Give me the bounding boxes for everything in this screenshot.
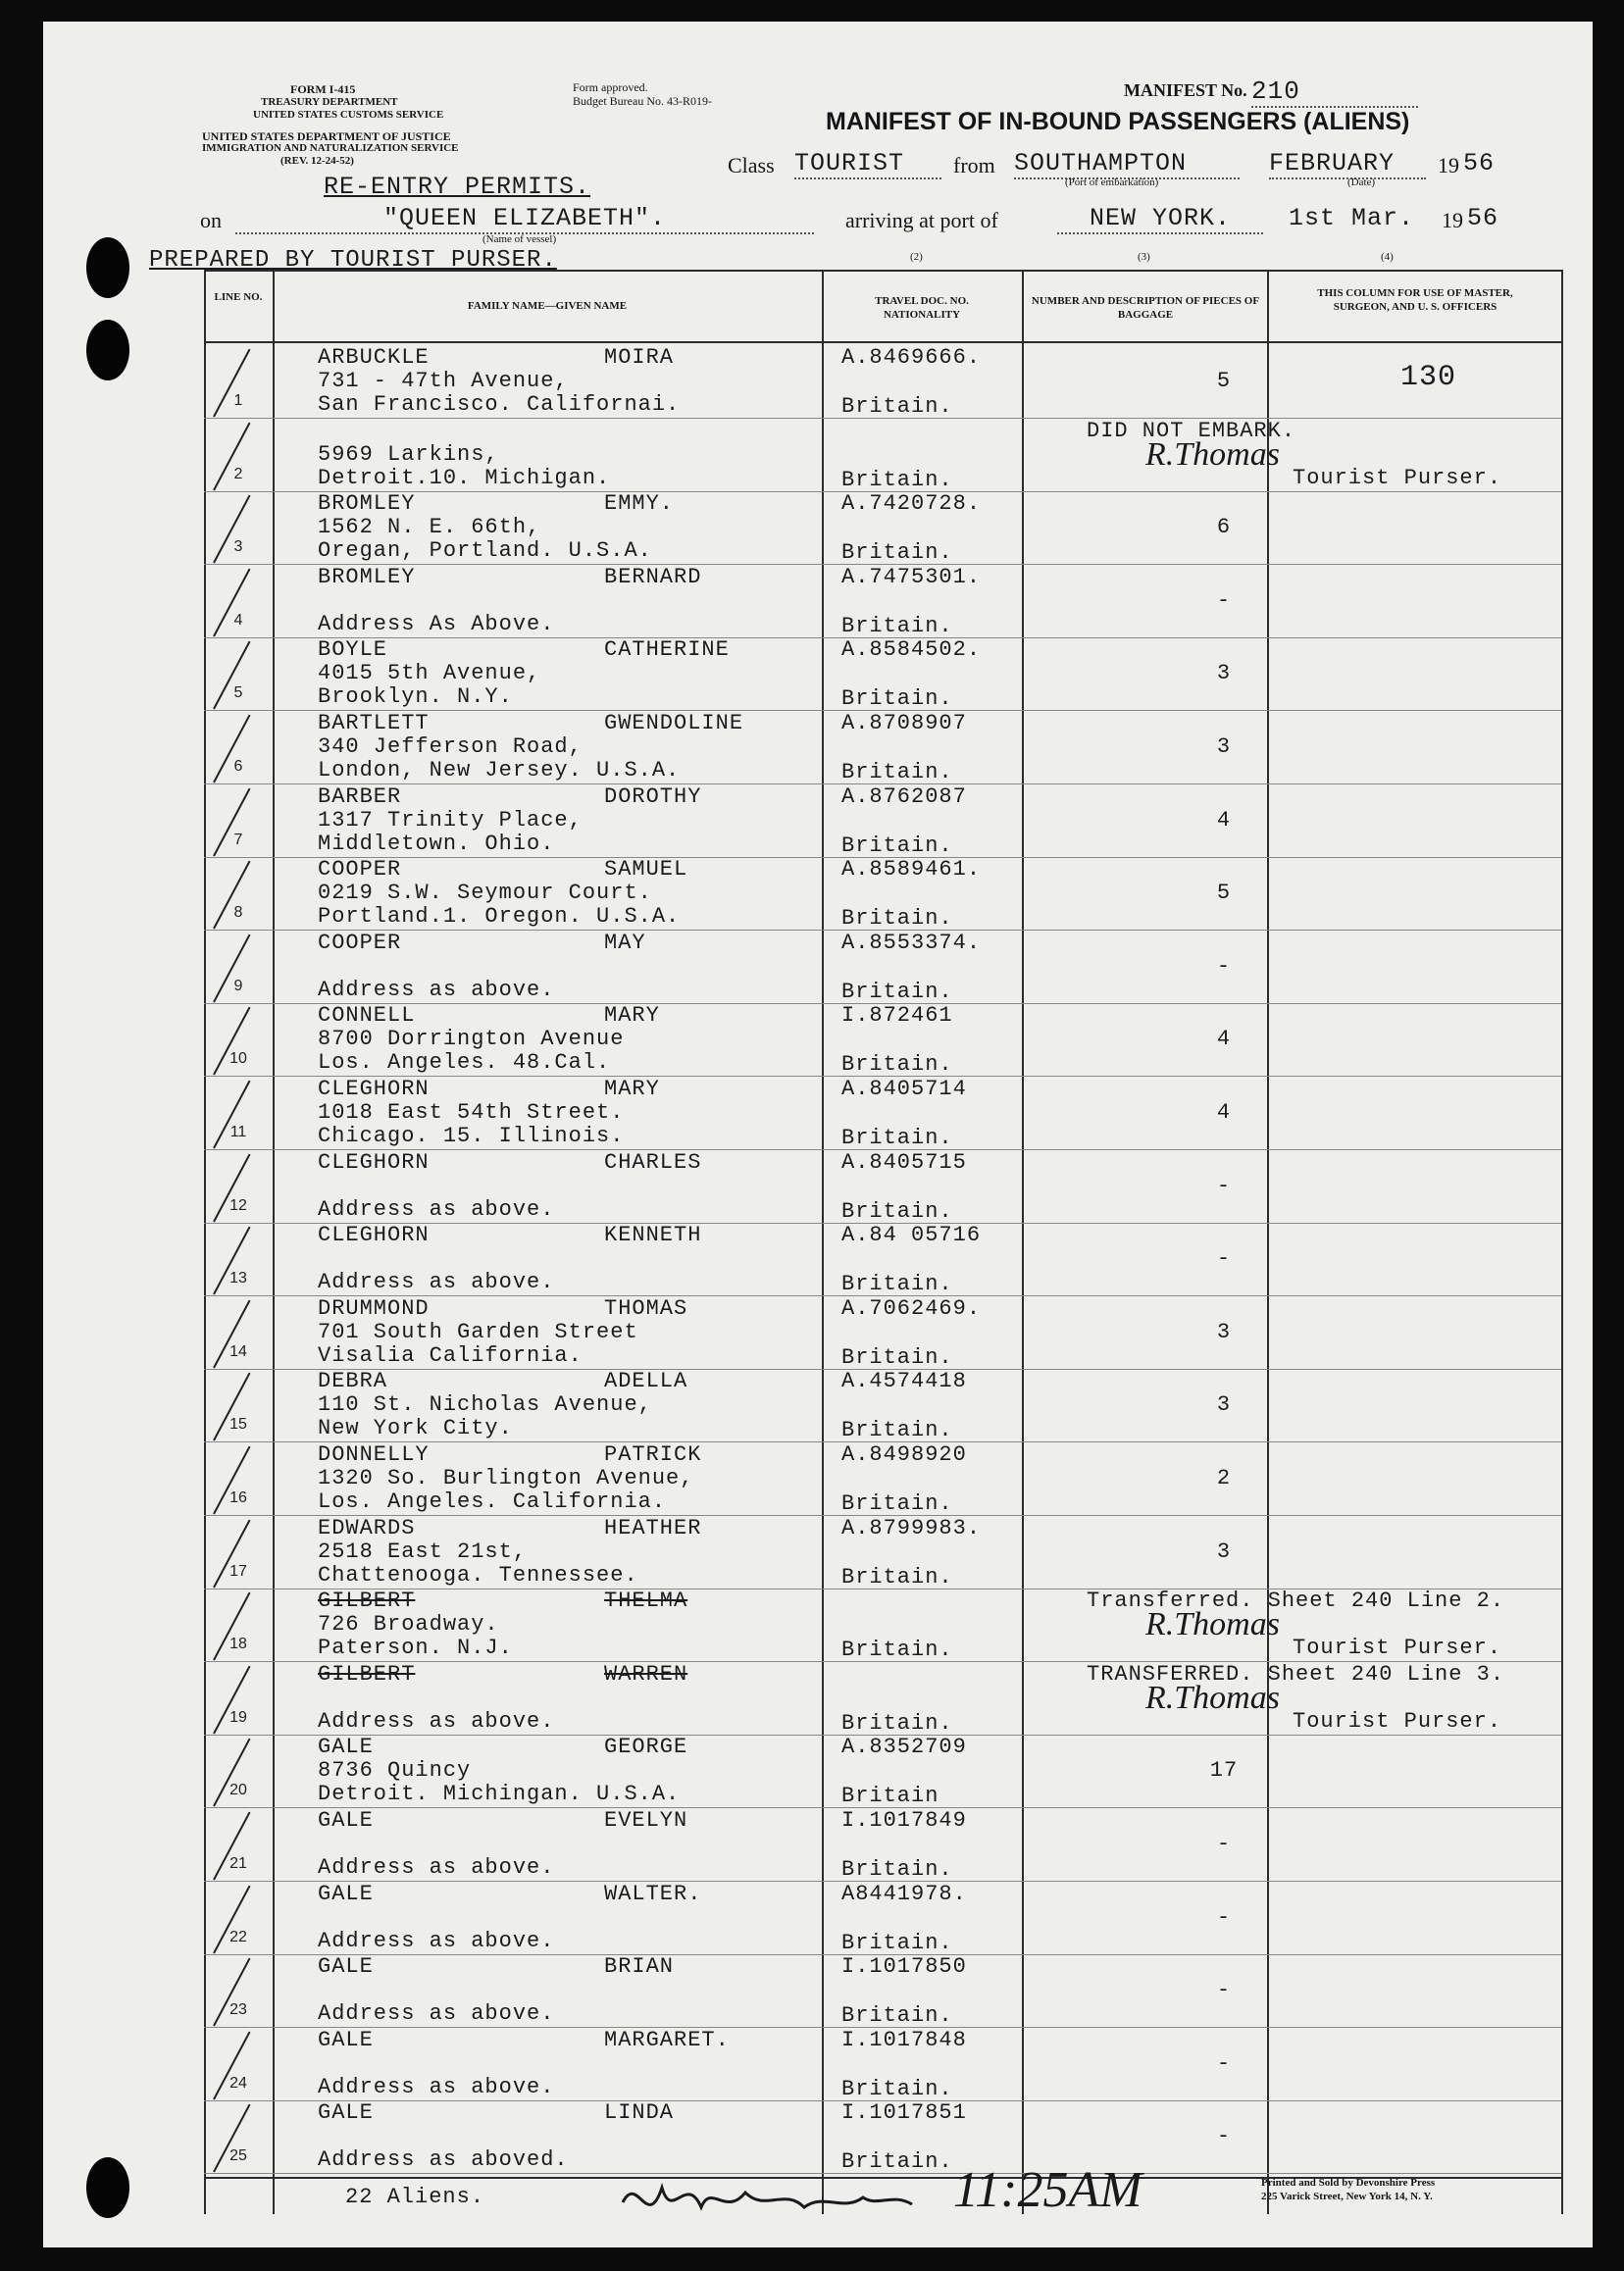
given-name: THELMA (604, 1589, 688, 1614)
baggage-count: - (1216, 1904, 1232, 1930)
date-caption: (Date) (1347, 177, 1376, 188)
given-name: WALTER. (604, 1881, 702, 1906)
address-line-1: 8736 Quincy (318, 1758, 472, 1784)
table-row (204, 565, 1561, 638)
family-name: CLEGHORN (318, 1149, 430, 1175)
dept-ins: IMMIGRATION AND NATURALIZATION SERVICE (202, 142, 459, 154)
travel-doc-number: A.7062469. (841, 1295, 982, 1321)
dept-customs: UNITED STATES CUSTOMS SERVICE (253, 109, 444, 121)
time-stamp: 11:25AM (953, 2162, 1142, 2218)
line-number: 9 (233, 977, 243, 994)
nationality: Britain. (841, 1126, 953, 1150)
address-line-1: 731 - 47th Avenue, (318, 369, 569, 393)
dept-treasury: TREASURY DEPARTMENT (261, 96, 398, 108)
manifest-number: 210 (1251, 76, 1418, 108)
line-number: 18 (229, 1636, 247, 1653)
nationality: Britain. (841, 1418, 953, 1443)
col-2-number: (2) (910, 251, 923, 263)
nationality: Britain. (841, 1710, 953, 1736)
given-name: MARY (604, 1077, 660, 1101)
class-value: TOURIST (794, 149, 941, 179)
address-line-2: New York City. (318, 1416, 513, 1441)
purser-note: Tourist Purser. (1293, 1708, 1502, 1734)
baggage-count: - (1216, 1173, 1232, 1198)
table-row (204, 1150, 1561, 1224)
purser-signature: R.Thomas (1145, 1679, 1280, 1716)
family-name: GALE (318, 2100, 374, 2126)
family-name: BROMLEY (318, 564, 416, 589)
disposition-note: TRANSFERRED. Sheet 240 Line 3. (1087, 1661, 1505, 1687)
given-name: CHARLES (604, 1149, 702, 1175)
manifest-title: MANIFEST OF IN-BOUND PASSENGERS (ALIENS) (826, 108, 1410, 135)
family-name: EDWARDS (318, 1515, 416, 1540)
table-row (204, 1223, 1561, 1296)
line-number: 7 (233, 831, 243, 848)
arrival-port: NEW YORK. (1057, 204, 1263, 234)
year-prefix-2: 19 (1442, 208, 1463, 232)
travel-doc-number: A.8799983. (841, 1515, 982, 1540)
baggage-count: - (1216, 2124, 1232, 2149)
family-name: CONNELL (318, 1003, 416, 1029)
travel-doc-number: I.1017849 (841, 1808, 967, 1833)
given-name: ADELLA (604, 1369, 688, 1394)
baggage-count: 5 (1216, 369, 1232, 393)
table-row (204, 1735, 1561, 1808)
purser-signature: R.Thomas (1145, 1606, 1280, 1643)
given-name: PATRICK (604, 1442, 702, 1467)
family-name: BARBER (318, 783, 402, 809)
line-number: 23 (229, 2001, 247, 2019)
line-number: 2 (233, 465, 243, 482)
col-4-number: (4) (1381, 251, 1394, 263)
address-line-1: 726 Broadway. (318, 1612, 499, 1638)
travel-doc-number: A.84 05716 (841, 1223, 982, 1248)
travel-doc-number: A.8584502. (841, 637, 982, 663)
family-name: GALE (318, 2027, 374, 2052)
family-name: BOYLE (318, 637, 388, 663)
address-line-2: Portland.1. Oregon. U.S.A. (318, 904, 681, 930)
address-line-2: Middletown. Ohio. (318, 831, 555, 856)
family-name: GALE (318, 1808, 374, 1833)
family-name: GALE (318, 1954, 374, 1980)
officer-note-130: 130 (1400, 361, 1457, 394)
nationality: Britain. (841, 833, 953, 858)
table-row (204, 857, 1561, 931)
travel-doc-number: A.8498920 (841, 1442, 967, 1467)
address-line-2: Address as above. (318, 1928, 555, 1953)
line-number: 22 (229, 1928, 247, 1945)
line-number: 24 (229, 2074, 247, 2092)
baggage-count: 6 (1216, 515, 1232, 540)
given-name: GEORGE (604, 1735, 688, 1760)
given-name: MAY (604, 930, 646, 955)
address-line-2: Address as aboved. (318, 2147, 569, 2173)
nationality: Britain. (841, 906, 953, 932)
family-name: COOPER (318, 857, 402, 883)
address-line-1: 4015 5th Avenue, (318, 661, 541, 686)
address-line-2: Chicago. 15. Illinois. (318, 1124, 625, 1148)
table-row (204, 1369, 1561, 1442)
given-name: SAMUEL (604, 857, 688, 883)
baggage-count: - (1216, 2050, 1232, 2076)
year-2: 56 (1467, 204, 1499, 232)
vessel-caption: (Name of vessel) (482, 233, 557, 245)
nationality: Britain. (841, 2149, 953, 2175)
line-number: 12 (229, 1196, 247, 1214)
travel-doc-number: I.1017850 (841, 1954, 967, 1980)
disposition-note: DID NOT EMBARK. (1087, 418, 1296, 443)
family-name: GALE (318, 1735, 374, 1760)
address-line-1: 2518 East 21st, (318, 1539, 528, 1564)
table-row (204, 2028, 1561, 2101)
baggage-count: 3 (1216, 734, 1232, 759)
address-line-2: Los. Angeles. 48.Cal. (318, 1050, 611, 1076)
arrival-date: 1st Mar. (1289, 204, 1415, 232)
travel-doc-number: A.8405715 (841, 1149, 967, 1175)
from-label: from (953, 153, 995, 177)
nationality: Britain. (841, 1052, 953, 1078)
baggage-count: - (1216, 1832, 1232, 1856)
nationality: Britain. (841, 979, 953, 1004)
baggage-count: 4 (1216, 807, 1232, 833)
travel-doc-number: A.4574418 (841, 1369, 967, 1394)
baggage-count: 3 (1216, 1319, 1232, 1344)
line-number: 13 (229, 1270, 247, 1287)
given-name: DOROTHY (604, 783, 702, 809)
given-name: LINDA (604, 2100, 675, 2126)
address-line-1: 0219 S.W. Seymour Court. (318, 881, 652, 906)
nationality: Britain. (841, 760, 953, 784)
disposition-note: Transferred. Sheet 240 Line 2. (1087, 1589, 1505, 1614)
line-number: 11 (229, 1124, 247, 1140)
table-row (204, 1296, 1561, 1370)
table-row (204, 1077, 1561, 1150)
baggage-count: - (1216, 1246, 1232, 1272)
travel-doc-number: A8441978. (841, 1881, 967, 1906)
manifest-label: MANIFEST No. (1124, 80, 1247, 100)
form-revision: (REV. 12-24-52) (280, 155, 354, 167)
baggage-count: 4 (1216, 1027, 1232, 1052)
family-name: COOPER (318, 930, 402, 955)
line-number: 15 (229, 1416, 247, 1434)
travel-doc-number: I.1017851 (841, 2100, 967, 2126)
line-number: 19 (229, 1708, 247, 1726)
class-label: Class (728, 153, 775, 177)
header-baggage: NUMBER AND DESCRIPTION OF PIECES OF BAGGAGE (1031, 295, 1260, 321)
travel-doc-number: I.1017848 (841, 2027, 967, 2052)
travel-doc-number: A.8352709 (841, 1735, 967, 1760)
address-line-1: 8700 Dorrington Avenue (318, 1027, 625, 1052)
family-name: BARTLETT (318, 711, 430, 735)
purser-signature: R.Thomas (1145, 435, 1280, 473)
line-number: 3 (233, 538, 243, 556)
address-line-2: Address as above. (318, 1270, 555, 1295)
given-name: HEATHER (604, 1515, 702, 1540)
line-number: 6 (233, 758, 243, 775)
nationality: Britain. (841, 1930, 953, 1955)
baggage-count: 4 (1216, 1100, 1232, 1125)
year-1: 56 (1463, 149, 1496, 177)
baggage-count: 3 (1216, 1392, 1232, 1418)
nationality: Britain. (841, 394, 953, 419)
nationality: Britain. (841, 686, 953, 712)
given-name: EVELYN (604, 1808, 688, 1833)
header-name: FAMILY NAME—GIVEN NAME (467, 300, 628, 312)
table-row (204, 345, 1561, 419)
form-approved: Form approved. (573, 80, 648, 94)
table-row (204, 1589, 1561, 1662)
given-name: BRIAN (604, 1954, 675, 1980)
address-line-2: Detroit.10. Michigan. (318, 465, 611, 490)
given-name: GWENDOLINE (604, 711, 744, 735)
form-number: FORM I-415 (290, 82, 356, 96)
nationality: Britain. (841, 1638, 953, 1663)
address-line-2: San Francisco. Californai. (318, 392, 681, 417)
line-number: 14 (229, 1342, 247, 1360)
table-row (204, 1003, 1561, 1077)
table-row (204, 1516, 1561, 1590)
table-row (204, 1442, 1561, 1516)
given-name: THOMAS (604, 1295, 688, 1321)
nationality: Britain. (841, 613, 953, 638)
line-number: 5 (233, 684, 243, 702)
travel-doc-number: A.8469666. (841, 345, 982, 370)
purser-note: Tourist Purser. (1293, 1636, 1502, 1661)
nationality: Britain. (841, 1564, 953, 1590)
address-line-1: 1562 N. E. 66th, (318, 515, 541, 540)
table-row (204, 784, 1561, 858)
travel-doc-number: A.8553374. (841, 930, 982, 955)
family-name: DRUMMOND (318, 1295, 430, 1321)
address-line-1: 5969 Larkins, (318, 441, 499, 467)
embark-date: FEBRUARY (1269, 149, 1426, 179)
address-line-2: Chattenooga. Tennessee. (318, 1562, 638, 1588)
nationality: Britain. (841, 1198, 953, 1224)
line-number: 8 (233, 904, 243, 922)
baggage-count: - (1216, 953, 1232, 979)
table-row (204, 1882, 1561, 1955)
nationality: Britain. (841, 540, 953, 566)
family-name: DONNELLY (318, 1442, 430, 1467)
baggage-count: 3 (1216, 661, 1232, 686)
address-line-1: 1320 So. Burlington Avenue, (318, 1466, 694, 1490)
address-line-2: London, New Jersey. U.S.A. (318, 758, 681, 782)
address-line-1: 110 St. Nicholas Avenue, (318, 1392, 652, 1418)
line-number: 17 (229, 1562, 247, 1580)
address-line-1: 701 South Garden Street (318, 1319, 638, 1344)
line-number: 4 (233, 611, 243, 629)
line-number: 10 (229, 1050, 247, 1068)
family-name: CLEGHORN (318, 1223, 430, 1248)
baggage-count: 3 (1216, 1539, 1232, 1564)
table-row (204, 931, 1561, 1004)
given-name: EMMY. (604, 491, 675, 517)
aliens-count: 22 Aliens. (345, 2185, 485, 2209)
given-name: MARY (604, 1003, 660, 1029)
table-row (204, 711, 1561, 784)
budget-bureau: Budget Bureau No. 43-R019- (573, 94, 712, 108)
port-caption: (Port of embarkation) (1065, 177, 1159, 188)
family-name: ARBUCKLE (318, 345, 430, 370)
family-name: GALE (318, 1881, 374, 1906)
line-number: 25 (229, 2147, 247, 2165)
prepared-by: PREPARED BY TOURIST PURSER. (149, 247, 557, 274)
address-line-2: Address as above. (318, 2001, 555, 2027)
travel-doc-number: A.8708907 (841, 711, 967, 735)
address-line-2: Los. Angeles. California. (318, 1489, 667, 1514)
on-label: on (200, 208, 222, 232)
table-row (204, 491, 1561, 565)
table-row (204, 1954, 1561, 2028)
header-travel-doc: TRAVEL DOC. NO. NATIONALITY (875, 295, 969, 321)
printer-line-1: Printed and Sold by Devonshire Press (1261, 2177, 1436, 2189)
given-name: CATHERINE (604, 637, 730, 663)
col-3-number: (3) (1138, 251, 1150, 263)
given-name: WARREN (604, 1661, 688, 1687)
travel-doc-number: A.7420728. (841, 491, 982, 517)
dept-justice: UNITED STATES DEPARTMENT OF JUSTICE (202, 129, 451, 143)
nationality: Britain. (841, 1491, 953, 1516)
address-line-2: Address as above. (318, 1855, 555, 1880)
address-line-2: Brooklyn. N.Y. (318, 684, 513, 710)
given-name: MOIRA (604, 345, 675, 370)
travel-doc-number: I.872461 (841, 1003, 953, 1029)
travel-doc-number: A.8589461. (841, 857, 982, 883)
travel-doc-number: A.8405714 (841, 1077, 967, 1101)
header-officers: THIS COLUMN FOR USE OF MASTER, SURGEON, AND U. S. OFFICERS (1317, 287, 1513, 313)
address-line-2: Visalia California. (318, 1342, 583, 1368)
nationality: Britain. (841, 1857, 953, 1882)
family-name: GILBERT (318, 1661, 416, 1687)
address-line-2: Address as above. (318, 1708, 555, 1734)
address-line-2: Address as above. (318, 2074, 555, 2099)
address-line-2: Oregan, Portland. U.S.A. (318, 538, 652, 564)
table-row (204, 1808, 1561, 1882)
family-name: GILBERT (318, 1589, 416, 1614)
travel-doc-number: A.8762087 (841, 783, 967, 809)
table-row (204, 419, 1561, 492)
baggage-count: - (1216, 1978, 1232, 2003)
given-name: BERNARD (604, 564, 702, 589)
port-of-embarkation: SOUTHAMPTON (1014, 149, 1240, 179)
nationality: Britain. (841, 2003, 953, 2029)
address-line-2: Paterson. N.J. (318, 1636, 513, 1661)
address-line-1: 1317 Trinity Place, (318, 807, 583, 833)
table-row (204, 1662, 1561, 1736)
nationality: Britain. (841, 1344, 953, 1370)
line-number: 20 (229, 1782, 247, 1799)
address-line-2: Address as above. (318, 1196, 555, 1222)
nationality: Britain. (841, 2076, 953, 2101)
address-line-1: 1018 East 54th Street. (318, 1100, 625, 1125)
purser-note: Tourist Purser. (1293, 465, 1502, 490)
family-name: CLEGHORN (318, 1077, 430, 1101)
header-line-no: LINE NO. (214, 291, 263, 303)
family-name: BROMLEY (318, 491, 416, 517)
given-name: MARGARET. (604, 2027, 730, 2052)
baggage-count: 5 (1216, 881, 1232, 906)
address-line-2: Address as above. (318, 977, 555, 1002)
nationality: Britain (841, 1784, 939, 1809)
address-line-2: Detroit. Michingan. U.S.A. (318, 1782, 681, 1807)
table-row (204, 637, 1561, 711)
nationality: Britain. (841, 1272, 953, 1297)
line-number: 16 (229, 1489, 247, 1506)
printer-line-2: 225 Varick Street, New York 14, N. Y. (1261, 2191, 1433, 2202)
baggage-count: - (1216, 587, 1232, 613)
year-prefix-1: 19 (1438, 153, 1459, 177)
arriving-label: arriving at port of (845, 208, 998, 232)
reentry-permits: RE-ENTRY PERMITS. (324, 173, 591, 201)
travel-doc-number: A.7475301. (841, 564, 982, 589)
line-number: 1 (233, 392, 243, 409)
vessel-name: "QUEEN ELIZABETH". (235, 204, 814, 234)
given-name: KENNETH (604, 1223, 702, 1248)
baggage-count: 2 (1216, 1466, 1232, 1490)
line-number: 21 (229, 1855, 247, 1872)
nationality: Britain. (841, 467, 953, 492)
address-line-2: Address As Above. (318, 611, 555, 636)
family-name: DEBRA (318, 1369, 388, 1394)
baggage-count: 17 (1209, 1758, 1239, 1784)
address-line-1: 340 Jefferson Road, (318, 734, 583, 759)
